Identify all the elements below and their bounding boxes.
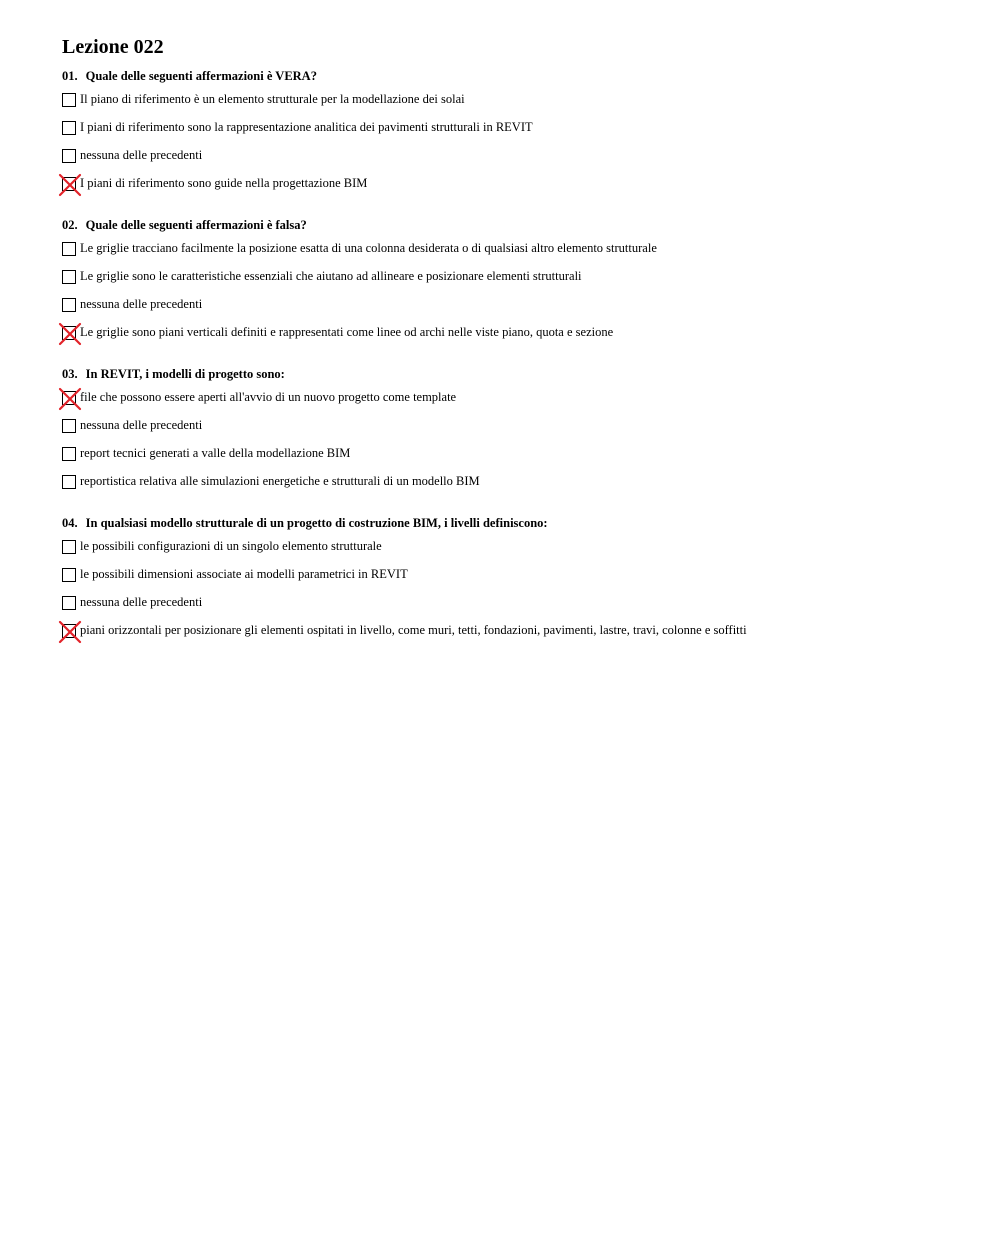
answer-checkbox[interactable] xyxy=(62,121,76,135)
answer-text: le possibili dimensioni associate ai modelli parametrici in REVIT xyxy=(80,567,408,581)
answer-checkbox[interactable] xyxy=(62,242,76,256)
answer-text: Le griglie sono le caratteristiche essenziali che aiutano ad allineare e posizionare elementi strutturali xyxy=(80,269,582,283)
answer-text: nessuna delle precedenti xyxy=(80,148,203,162)
question-header xyxy=(62,217,962,234)
question-01 xyxy=(62,68,962,203)
answer-text: nessuna delle precedenti xyxy=(80,297,203,311)
answer-option[interactable] xyxy=(62,622,962,650)
answer-option[interactable] xyxy=(62,147,962,175)
answer-checkbox[interactable] xyxy=(62,177,76,191)
page-title: Lezione 022 xyxy=(62,36,164,58)
answer-option[interactable] xyxy=(62,324,962,352)
answer-checkbox[interactable] xyxy=(62,596,76,610)
question-header xyxy=(62,515,962,532)
question-04 xyxy=(62,515,962,650)
answer-option[interactable] xyxy=(62,473,962,501)
answer-text: nessuna delle precedenti xyxy=(80,418,203,432)
answer-option[interactable] xyxy=(62,538,962,566)
answer-option[interactable] xyxy=(62,417,962,445)
check-mark-icon xyxy=(58,620,82,644)
answer-checkbox[interactable] xyxy=(62,475,76,489)
answer-text: Le griglie sono piani verticali definiti e rappresentati come linee od archi nelle viste piano, quota e sezione xyxy=(80,325,614,339)
question-number: 01. xyxy=(62,69,78,83)
answer-checkbox[interactable] xyxy=(62,326,76,340)
answer-option[interactable] xyxy=(62,594,962,622)
answer-option[interactable] xyxy=(62,445,962,473)
answer-option[interactable] xyxy=(62,566,962,594)
answer-checkbox[interactable] xyxy=(62,270,76,284)
answer-checkbox[interactable] xyxy=(62,624,76,638)
answer-checkbox[interactable] xyxy=(62,419,76,433)
question-03 xyxy=(62,366,962,501)
question-header xyxy=(62,366,962,383)
answer-checkbox[interactable] xyxy=(62,93,76,107)
check-mark-icon xyxy=(58,322,82,346)
answer-option[interactable] xyxy=(62,296,962,324)
question-text: In qualsiasi modello strutturale di un progetto di costruzione BIM, i livelli definiscono: xyxy=(85,516,548,530)
answer-text: report tecnici generati a valle della modellazione BIM xyxy=(80,446,351,460)
answer-text: Il piano di riferimento è un elemento strutturale per la modellazione dei solai xyxy=(80,92,465,106)
answer-text: le possibili configurazioni di un singolo elemento strutturale xyxy=(80,539,382,553)
question-text: Quale delle seguenti affermazioni è VERA? xyxy=(85,69,317,83)
answer-text: I piani di riferimento sono guide nella progettazione BIM xyxy=(80,176,368,190)
question-02 xyxy=(62,217,962,352)
question-text: In REVIT, i modelli di progetto sono: xyxy=(85,367,285,381)
answer-checkbox[interactable] xyxy=(62,391,76,405)
check-mark-icon xyxy=(58,387,82,411)
answer-text: nessuna delle precedenti xyxy=(80,595,203,609)
answer-text: I piani di riferimento sono la rappresentazione analitica dei pavimenti strutturali in REVIT xyxy=(80,120,533,134)
answer-text: piani orizzontali per posizionare gli elementi ospitati in livello, come muri, tetti, fondazioni, pavimenti, lastre, travi, colonne e soffitti xyxy=(80,623,747,637)
answer-text: reportistica relativa alle simulazioni energetiche e strutturali di un modello BIM xyxy=(80,474,480,488)
answer-checkbox[interactable] xyxy=(62,568,76,582)
question-number: 04. xyxy=(62,516,78,530)
answer-option[interactable] xyxy=(62,91,962,119)
answer-text: file che possono essere aperti all'avvio di un nuovo progetto come template xyxy=(80,390,457,404)
answer-option[interactable] xyxy=(62,175,962,203)
answer-checkbox[interactable] xyxy=(62,540,76,554)
answer-checkbox[interactable] xyxy=(62,298,76,312)
answer-checkbox[interactable] xyxy=(62,447,76,461)
question-number: 03. xyxy=(62,367,78,381)
answer-text: Le griglie tracciano facilmente la posizione esatta di una colonna desiderata o di qualsiasi altro elemento strutturale xyxy=(80,241,657,255)
question-number: 02. xyxy=(62,218,78,232)
quiz-page xyxy=(62,34,962,664)
check-mark-icon xyxy=(58,173,82,197)
answer-option[interactable] xyxy=(62,240,962,268)
answer-option[interactable] xyxy=(62,268,962,296)
answer-checkbox[interactable] xyxy=(62,149,76,163)
answer-option[interactable] xyxy=(62,119,962,147)
answer-option[interactable] xyxy=(62,389,962,417)
question-header xyxy=(62,68,962,85)
question-text: Quale delle seguenti affermazioni è falsa? xyxy=(85,218,307,232)
